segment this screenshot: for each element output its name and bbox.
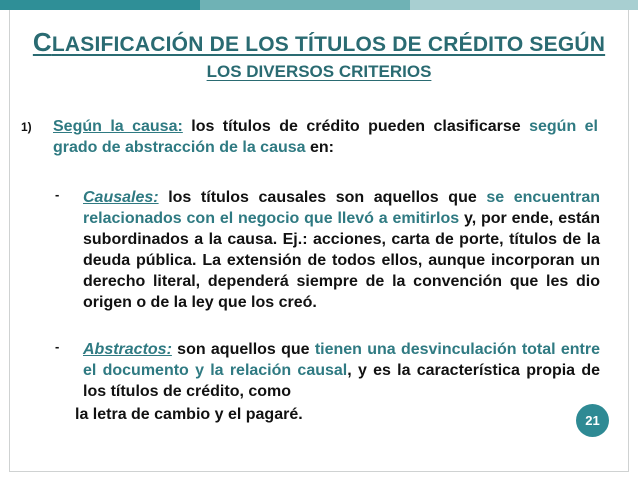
top-bar-light <box>410 0 638 10</box>
abstractos-paragraph: Abstractos: son aquellos que tienen una desvinculación total entre el documento y la relación causal, y es la característica propia de los títulos de crédito, como <box>83 341 601 400</box>
bullet-dash-causales: - <box>55 187 60 202</box>
abstractos-heading: Abstractos: <box>83 341 172 358</box>
bullet-dash-abstractos: - <box>55 339 60 354</box>
slide-title-line-2: LOS DIVERSOS CRITERIOS <box>206 62 432 81</box>
item-causa-highlight: según el grado de abstracción de la causa <box>53 118 598 156</box>
causales-highlight: se encuentran relacionados con el negocio que llevó a emitirlos <box>83 189 601 227</box>
abstractos-highlight: tienen una desvinculación total entre el documento y la relación causal <box>83 341 600 379</box>
slide-number-badge: 21 <box>576 404 609 437</box>
abstractos-continuation: la letra de cambio y el pagaré. <box>75 406 303 423</box>
item-causa-heading: Según la causa: <box>53 118 183 135</box>
causales-heading: Causales: <box>83 189 159 206</box>
causales-paragraph: Causales: los títulos causales son aquellos que se encuentran relacionados con el negocio que llevó a emitirlos y, por ende, están subordinados a la causa. Ej.: acciones, carta de porte, títulos de la deuda pública. La extensión de todos ellos, aunque incorporan un derecho literal, dependerá siempre de la convención que les dio origen o de la ley que los creó. <box>83 189 601 311</box>
slide-title-line-1: CLASIFICACIÓN DE LOS TÍTULOS DE CRÉDITO SEGÚN <box>32 27 606 57</box>
top-bar-dark <box>0 0 200 10</box>
top-bar-mid <box>200 0 410 10</box>
list-number: 1) <box>21 120 32 134</box>
item-causa-text: Según la causa: los títulos de crédito pueden clasificarse según el grado de abstracción de la causa en: <box>53 118 598 156</box>
